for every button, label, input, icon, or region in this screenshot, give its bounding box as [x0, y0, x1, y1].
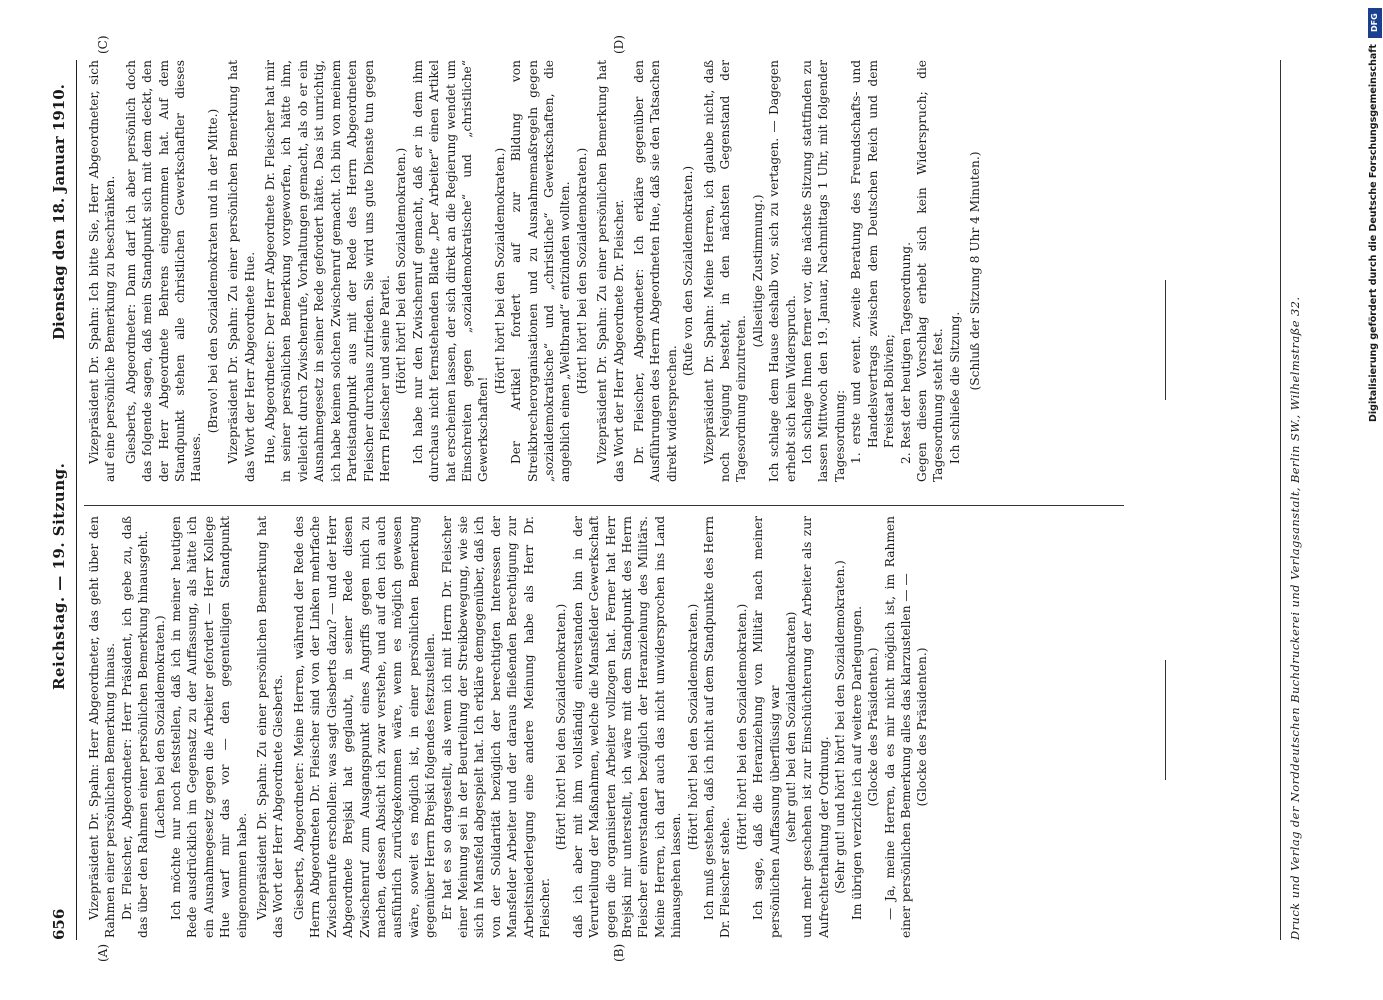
- session-date: Dienstag den 18. Januar 1910.: [50, 84, 68, 340]
- right-column-paragraph: (Allseitige Zustimmung.): [750, 194, 765, 348]
- right-column-paragraph: Dr. Fleischer, Abgeordneter: Ich erkläre gegenüber den Ausführungen des Herrn Abgeordneten Hue, daß sie den Tatsachen direkt widersprechen.: [632, 60, 679, 482]
- right-column-paragraph: Ich schließe die Sitzung.: [947, 311, 962, 464]
- left-column-paragraph: (Sehr gut! und hört! hört! bei den Sozialdemokraten.): [833, 560, 848, 894]
- right-column-paragraph: (Bravo! bei den Sozialdemokraten und in der Mitte.): [205, 108, 220, 434]
- left-column-paragraph: (Glocke des Präsidenten.): [915, 647, 930, 807]
- left-column-paragraph: (Hört! hört! bei den Sozialdemokraten.): [685, 603, 700, 851]
- left-column-paragraph: (Hört! hört! bei den Sozialdemokraten.): [554, 603, 569, 851]
- right-column-paragraph: (Hört! hört! bei den Sozialdemokraten.): [574, 147, 589, 395]
- end-rule-2: [1165, 660, 1166, 780]
- right-column-paragraph: Ich schlage dem Hause deshalb vor, sich zu vertagen. — Dagegen erhebt sich kein Widerspruch.: [767, 60, 798, 482]
- left-column-paragraph: Vizepräsident Dr. Spahn: Herr Abgeordneter, das geht über den Rahmen einer persönlichen Bemerkung hinaus.: [87, 516, 118, 938]
- left-column-paragraph: (Glocke des Präsidenten.): [866, 647, 881, 807]
- left-text-column: [86, 516, 931, 938]
- left-column-paragraph: (Lachen bei den Sozialdemokraten.): [152, 615, 167, 839]
- right-column-paragraph: Gegen diesen Vorschlag erhebt sich kein Widerspruch; die Tagesordnung steht fest.: [914, 60, 946, 482]
- right-column-paragraph: Vizepräsident Dr. Spahn: Zu einer persönlichen Bemerkung hat das Wort der Herr Abgeordnete Dr. Fleischer.: [595, 60, 626, 482]
- right-column-paragraph: Vizepräsident Dr. Spahn: Ich bitte Sie, Herr Abgeordneter, sich auf eine persönliche Bemerkung zu beschränken.: [87, 60, 118, 482]
- page-number: 656: [50, 908, 68, 940]
- right-column-paragraph: Giesberts, Abgeordneter: Dann darf ich aber persönlich doch das folgende sagen, daß mein Standpunkt sich mit dem deckt, den der Herr Abgeordnete Behrens eingenommen hat. Auf dem Standpunkt stehen alle christlichen Gewerkschaftler dieses Hauses.: [123, 60, 204, 482]
- margin-marker-b: (B): [612, 943, 626, 962]
- right-column-paragraph: (Rufe von den Sozialdemokraten.): [681, 165, 696, 377]
- right-column-paragraph: 2. Rest der heutigen Tagesordnung.: [898, 242, 913, 464]
- left-column-paragraph: Ich sage, daß die Heranziehung von Militär nach meiner persönlichen Auffassung überflüssig war: [751, 516, 782, 938]
- left-column-paragraph: Im übrigen verzichte ich auf weitere Darlegungen.: [849, 606, 864, 920]
- right-column-paragraph: (Schluß der Sitzung 8 Uhr 4 Minuten.): [968, 151, 983, 391]
- right-column-paragraph: Ich habe nur den Zwischenruf gemacht, daß er in dem ihm durchaus nicht fernstehenden Blatte „Der Arbeiter“ einen Artikel hat erscheinen lassen, der sich direkt an die Regierung wendet um Einschreiten gegen „sozialdemokratische“ und „christliche“ Gewerkschaften!: [410, 60, 491, 482]
- session-title: Reichstag. — 19. Sitzung.: [50, 462, 68, 690]
- right-column-paragraph: 1. erste und event. zweite Beratung des Freundschafts- und Handelsvertrags zwischen dem Deutschen Reich und dem Freistaat Bolivien;: [849, 60, 897, 464]
- left-column-paragraph: Vizepräsident Dr. Spahn: Zu einer persönlichen Bemerkung hat das Wort der Herr Abgeordnete Giesberts.: [255, 516, 286, 938]
- column-divider: [84, 505, 1124, 506]
- left-column-paragraph: Ich möchte nur noch feststellen, daß ich in meiner heutigen Rede ausdrücklich im Gegensatz zu der Auffassung, als hätte ich ein Ausnahmegesetz gegen die Arbeiter gefordert — Herr Kollege Hue warf mir das vor — den gegenteiligen Standpunkt eingenommen habe.: [169, 516, 249, 938]
- right-column-paragraph: Der Artikel fordert auf zur Bildung von Streikbrecherorganisationen und zu Ausnahmemaßregeln gegen „sozialdemokratische“ und „christliche“ Gewerkschaften, die angeblich einen „Weltbrand“ entzünden wollten.: [509, 60, 573, 482]
- running-header: [48, 60, 77, 940]
- funding-note: Digitalisierung gefördert durch die Deutsche Forschungsgemeinschaft: [1368, 44, 1379, 422]
- left-column-paragraph: daß ich aber mit ihm vollständig einverstanden bin in der Verurteilung der Maßnahmen, welche die Mansfelder Gewerkschaft gegen die organisierten Arbeiter vollzogen hat. Ferner hat Herr Brejski mir unterstellt, ich wäre mit dem Standpunkt des Herrn Fleischer einverstanden bezüglich der Heranziehung des Militärs. Meine Herren, ich darf auch das nicht unwidersprochen ins Land hinausgehen lassen.: [570, 516, 684, 938]
- left-column-paragraph: Er hat es so dargestellt, als wenn ich mit Herrn Dr. Fleischer einer Meinung sei in der Beurteilung der Streikbewegung, wie sie sich in Mansfeld abgespielt hat. Ich erkläre demgegenüber, daß ich von der Solidarität bezüglich der berechtigten Interessen der Mansfelder Arbeiter und der daraus fließenden Berechtigung zur Arbeitsniederlegung eine andere Meinung habe als Herr Dr. Fleischer.: [439, 516, 552, 938]
- end-rule-1: [1165, 280, 1166, 400]
- footer-rule: [1280, 60, 1281, 940]
- right-column-paragraph: Ich schlage Ihnen ferner vor, die nächste Sitzung stattfinden zu lassen Mittwoch den 19. Januar, Nachmittags 1 Uhr, mit folgender Tagesordnung:: [800, 60, 847, 482]
- dfg-logo: DFG: [1368, 8, 1382, 38]
- left-column-paragraph: (sehr gut! bei den Sozialdemokraten): [784, 611, 799, 843]
- side-note-wrap: [1368, 44, 1382, 744]
- left-column-paragraph: — Ja, meine Herren, da es mir nicht möglich ist, im Rahmen einer persönlichen Bemerkung alles das klarzustellen — —: [882, 516, 913, 938]
- right-column-paragraph: Hue, Abgeordneter: Der Herr Abgeordnete Dr. Fleischer hat mir in seiner persönlichen Bemerkung vorgeworfen, ich hätte ihm, vielleicht durch Zwischenrufe, Vorhaltungen gemacht, als ob er ein Ausnahmegesetz in seiner Rede gefordert hätte. Das ist unrichtig, ich habe keinen solchen Zwischenruf gemacht. Ich bin von meinem Parteistandpunkt aus mit der Rede des Herrn Abgeordneten Fleischer durchaus zufrieden. Sie wird uns gute Dienste tun gegen Herrn Fleischer und seine Partei.: [263, 60, 392, 482]
- right-text-column: [86, 60, 984, 482]
- margin-marker-d: (D): [612, 35, 626, 54]
- right-column-paragraph: (Hört! hört! bei den Sozialdemokraten.): [394, 147, 409, 395]
- left-column-paragraph: (Hört! hört! bei den Sozialdemokraten.): [734, 603, 749, 851]
- margin-marker-c: (C): [96, 35, 110, 54]
- right-column-paragraph: Vizepräsident Dr. Spahn: Zu einer persönlichen Bemerkung hat das Wort der Herr Abgeordnete Hue.: [226, 60, 257, 482]
- printer-imprint: Druck und Verlag der Norddeutschen Buchdruckerei und Verlagsanstalt, Berlin SW., Wilhelmstraße 32.: [1288, 296, 1302, 940]
- left-column-paragraph: Dr. Fleischer, Abgeordneter: Herr Präsident, ich gebe zu, daß das über den Rahmen einer persönlichen Bemerkung hinausgeht.: [119, 516, 151, 938]
- right-column-paragraph: (Hört! hört! bei den Sozialdemokraten.): [492, 147, 507, 395]
- margin-marker-a: (A): [96, 943, 110, 962]
- right-column-paragraph: Vizepräsident Dr. Spahn: Meine Herren, ich glaube nicht, daß noch Neigung besteht, in den nächsten Gegenstand der Tagesordnung einzutreten.: [701, 60, 749, 482]
- left-column-paragraph: Ich muß gestehen, daß ich nicht auf dem Standpunkte des Herrn Dr. Fleischer stehe.: [702, 516, 733, 938]
- left-column-paragraph: Giesberts, Abgeordneter: Meine Herren, während der Rede des Herrn Abgeordneten Dr. Fleischer sind von der Linken mehrfache Zwischenrufe erschollen: was sagt Giesberts dazu? — und der Herr Abgeordnete Brejski hat geglaubt, in seiner Rede diesen Zwischenruf zum Ausgangspunkt eines Angriffs gegen mich zu machen, dessen Absicht ich zwar verstehe, und auf den ich auch ausführlich zurückgekommen wäre, wenn es möglich gewesen wäre, soweit es möglich ist, in einer persönlichen Bemerkung gegenüber Herrn Brejski folgendes festzustellen.: [291, 516, 438, 938]
- left-column-paragraph: und mehr geschehen ist zur Einschüchterung der Arbeiter als zur Aufrechterhaltung der Ordnung.: [800, 516, 831, 938]
